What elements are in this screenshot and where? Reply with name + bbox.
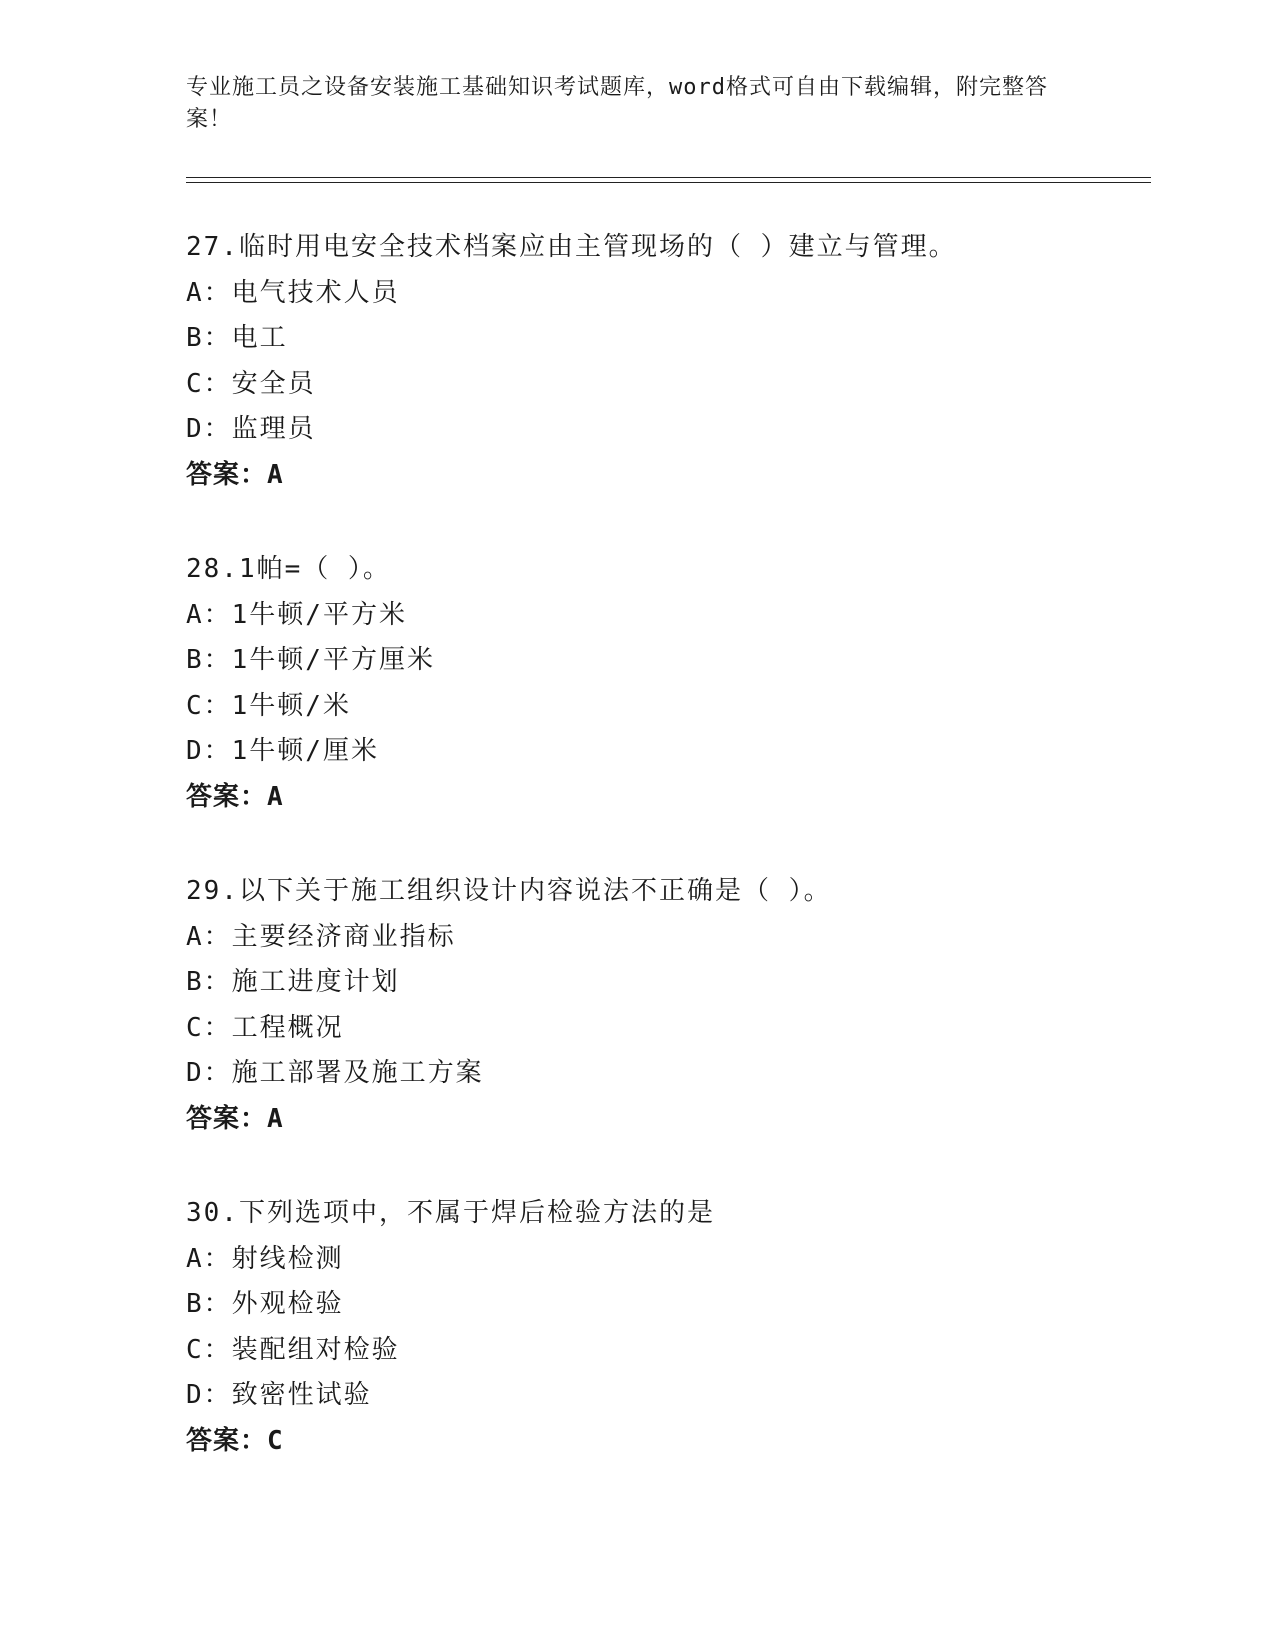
answer-line xyxy=(186,453,1146,499)
answer-label: 答案： xyxy=(186,1103,268,1134)
option-a: A：电气技术人员 xyxy=(186,277,400,308)
answer-line xyxy=(186,1097,1146,1143)
option-a: A：主要经济商业指标 xyxy=(186,921,456,952)
answer-label: 答案： xyxy=(186,1425,268,1456)
answer-label: 答案： xyxy=(186,781,268,812)
option-c: C：工程概况 xyxy=(186,1012,344,1043)
question-title: 27.临时用电安全技术档案应由主管现场的（ ）建立与管理。 xyxy=(186,232,957,262)
question-title: 29.以下关于施工组织设计内容说法不正确是（ ）。 xyxy=(186,876,832,906)
answer-value: C xyxy=(267,1425,284,1456)
question-block xyxy=(186,869,1146,1142)
option-d: D：施工部署及施工方案 xyxy=(186,1058,484,1088)
answer-value: A xyxy=(267,1103,284,1134)
option-d: D：1牛顿/厘米 xyxy=(186,736,379,766)
document-header: 专业施工员之设备安装施工基础知识考试题库，word格式可自由下载编辑，附完整答案！ xyxy=(186,75,1048,132)
option-c: C：1牛顿/米 xyxy=(186,690,351,721)
question-block xyxy=(186,1191,1146,1464)
option-a: A：1牛顿/平方米 xyxy=(186,599,407,630)
answer-value: A xyxy=(267,459,284,490)
option-b: B：施工进度计划 xyxy=(186,967,400,997)
question-title: 30.下列选项中，不属于焊后检验方法的是 xyxy=(186,1198,715,1228)
option-b: B：外观检验 xyxy=(186,1289,344,1319)
option-b: B：1牛顿/平方厘米 xyxy=(186,645,435,675)
option-a: A：射线检测 xyxy=(186,1243,344,1274)
question-block xyxy=(186,225,1146,498)
option-b: B：电工 xyxy=(186,323,288,353)
option-d: D：监理员 xyxy=(186,414,316,444)
answer-value: A xyxy=(267,781,284,812)
answer-label: 答案： xyxy=(186,459,268,490)
option-d: D：致密性试验 xyxy=(186,1380,372,1410)
question-block xyxy=(186,547,1146,820)
option-c: C：安全员 xyxy=(186,368,316,399)
question-title: 28.1帕=（ ）。 xyxy=(186,554,391,584)
answer-line xyxy=(186,775,1146,821)
double-rule-divider xyxy=(186,177,1151,183)
answer-line xyxy=(186,1419,1146,1465)
option-c: C：装配组对检验 xyxy=(186,1334,400,1365)
